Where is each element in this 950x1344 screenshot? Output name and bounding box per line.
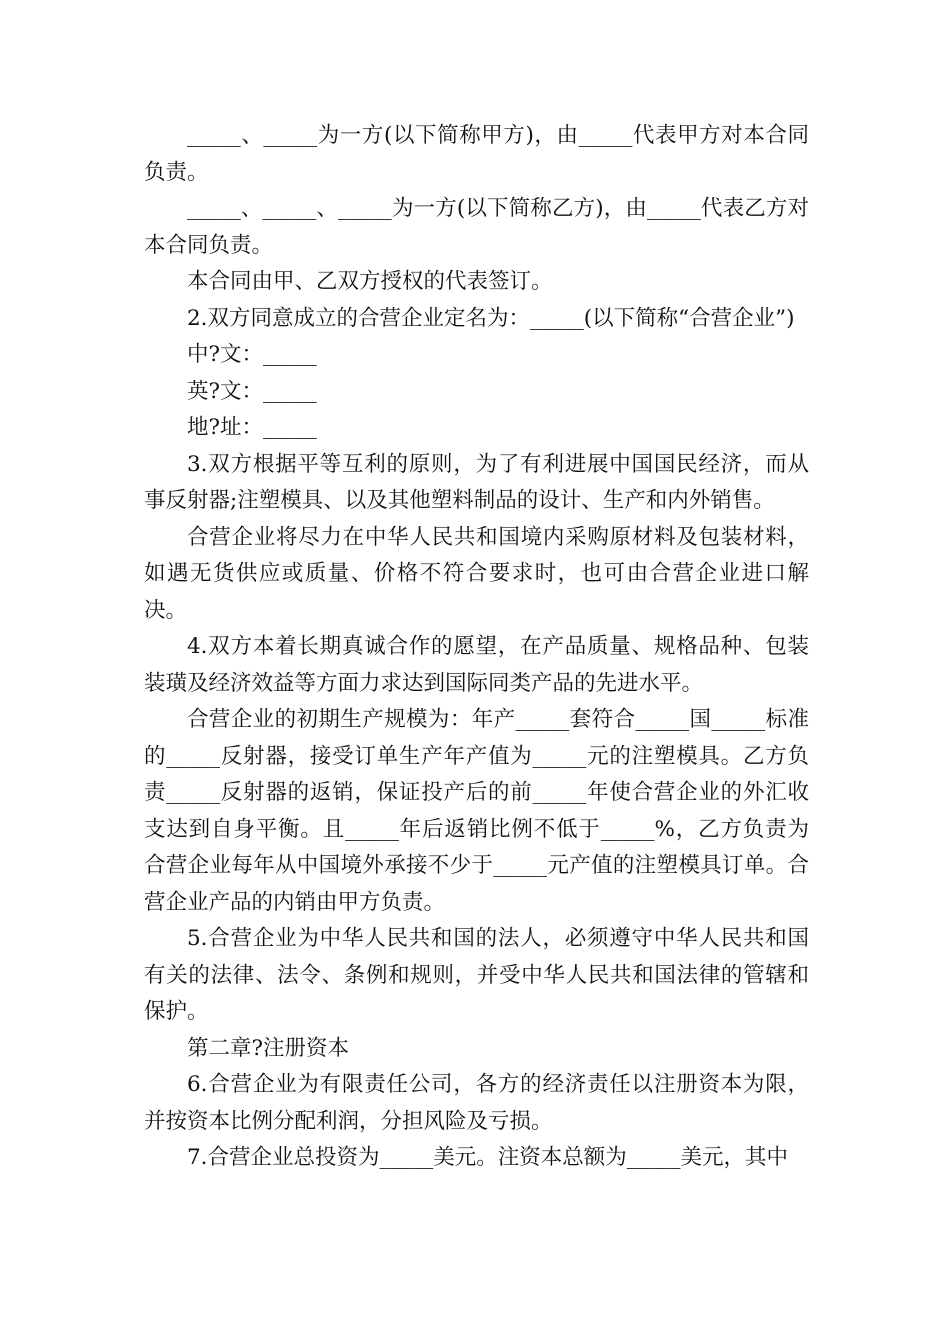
paragraph-party-b: _____、_____、_____为一方(以下简称乙方)，由_____代表乙方对本合同负责。: [144, 196, 809, 258]
paragraph-production-scale: 合营企业的初期生产规模为：年产_____套符合_____国_____标准的_____反射器，接受订单生产年产值为_____元的注塑模具。乙方负责_____反射器的返销，保证投产后的前_____年使合营企业的外汇收支达到自身平衡。且_____年后返销比例不低于_____%，乙方负责为合营企业每年从中国境外承接不少于_____元产值的注塑模具订单。合营企业产品的内销由甲方负责。: [144, 707, 809, 915]
paragraph-procurement: 合营企业将尽力在中华人民共和国境内采购原材料及包装材料，如遇无货供应或质量、价格不符合要求时，也可由合营企业进口解决。: [144, 524, 809, 623]
paragraph-article-4: 4.双方本着长期真诚合作的愿望，在产品质量、规格品种、包装装璜及经济效益等方面力求达到国际同类产品的先进水平。: [144, 634, 809, 696]
paragraph-article-6: 6.合营企业为有限责任公司，各方的经济责任以注册资本为限，并按资本比例分配利润，分担风险及亏损。: [144, 1072, 809, 1134]
paragraph-article-5: 5.合营企业为中华人民共和国的法人，必须遵守中华人民共和国有关的法律、法令、条例和规则，并受中华人民共和国法律的管辖和保护。: [144, 926, 809, 1024]
paragraph-article-3: 3.双方根据平等互利的原则，为了有利进展中国国民经济，而从事反射器;注塑模具、以及其他塑料制品的设计、生产和内外销售。: [144, 451, 809, 513]
paragraph-address: 地?址：_____: [187, 415, 317, 440]
contract-body: [144, 118, 809, 1177]
chapter-heading: 第二章?注册资本: [187, 1035, 350, 1061]
paragraph-article-2: 2.双方同意成立的合营企业定名为：_____(以下简称“合营企业”): [187, 305, 795, 331]
paragraph-english-name: 英?文：_____: [187, 378, 317, 404]
paragraph-chinese-name: 中?文：_____: [187, 342, 317, 367]
paragraph-party-a: _____、_____为一方(以下简称甲方)，由_____代表甲方对本合同负责。: [144, 123, 809, 185]
paragraph-signing: 本合同由甲、乙双方授权的代表签订。: [187, 269, 553, 294]
paragraph-article-7: 7.合营企业总投资为_____美元。注资本总额为_____美元，其中: [187, 1145, 789, 1170]
